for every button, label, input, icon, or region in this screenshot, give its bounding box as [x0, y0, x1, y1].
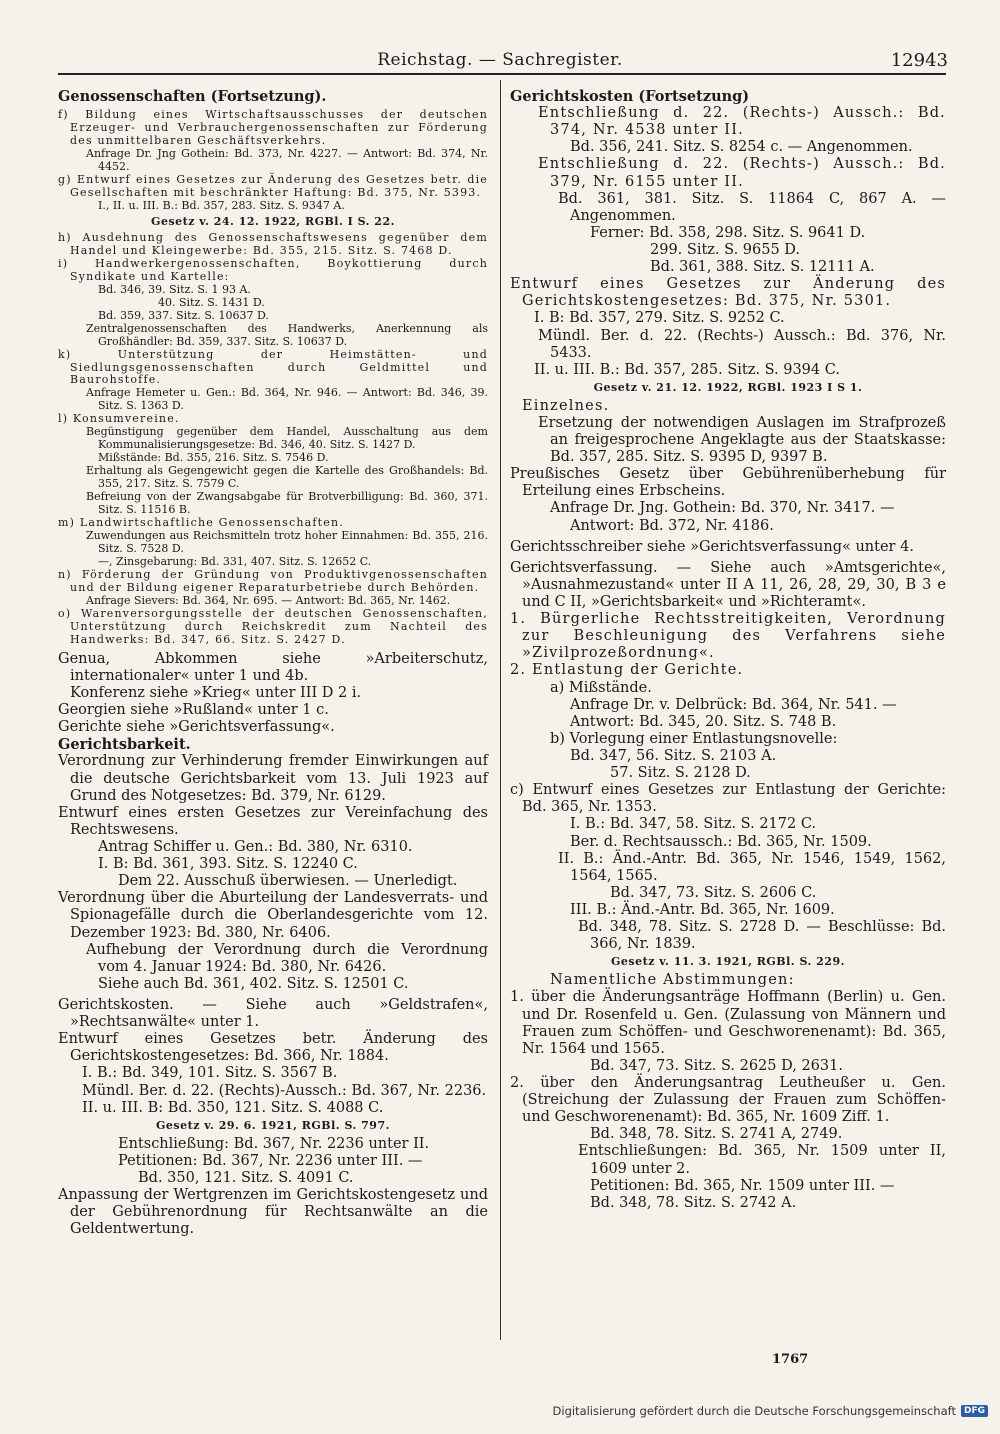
- reference: Antrag Schiffer u. Gen.: Bd. 380, Nr. 6310.: [98, 839, 413, 856]
- running-head: Reichstag. — Sachregister.: [377, 50, 623, 70]
- dfg-logo-text: DFG: [961, 1405, 988, 1417]
- sub-entry: h) Ausdehnung des Genossenschaftswesens gegenüber dem Handel und Kleingewerbe: Bd. 355, 215. Sitz. S. 7468 D.: [58, 230, 488, 257]
- entry-gerichte: Gerichte siehe »Gerichtsverfassung«.: [58, 719, 335, 736]
- reference: Zentralgenossenschaften des Handwerks, Anerkennung als Großhändler: Bd. 359, 337. Sitz. S. 10637 D.: [86, 321, 488, 348]
- reference: Bd. 348, 78. Sitz. S. 2728 D. — Beschlüsse: Bd. 366, Nr. 1839.: [578, 919, 946, 953]
- reference: Begünstigung gegenüber dem Handel, Ausschaltung aus dem Kommunalisierungsgesetze: Bd. 346, 40. Sitz. S. 1427 D.: [86, 425, 488, 452]
- reference: Petitionen: Bd. 365, Nr. 1509 unter III. —: [590, 1177, 895, 1194]
- reference: Siehe auch Bd. 361, 402. Sitz. S. 12501 C.: [98, 975, 409, 992]
- reference: Entschließungen: Bd. 365, Nr. 1509 unter II, 1609 unter 2.: [578, 1143, 946, 1177]
- sub-entry: Anpassung der Wertgrenzen im Gerichtskostengesetz und der Gebührenordnung für Rechtsanwälte an die Geldentwertung.: [58, 1187, 488, 1238]
- reference: I. B.: Bd. 347, 58. Sitz. S. 2172 C.: [570, 816, 817, 833]
- sub-entry: Entwurf eines ersten Gesetzes zur Vereinfachung des Rechtswesens.: [58, 804, 488, 838]
- reference: Zuwendungen aus Reichsmitteln trotz hoher Einnahmen: Bd. 355, 216. Sitz. S. 7528 D.: [86, 529, 488, 556]
- reference: Bd. 350, 121. Sitz. S. 4091 C.: [138, 1169, 354, 1186]
- page-number: 12943: [890, 50, 948, 71]
- sub-heading: Namentliche Abstimmungen:: [550, 972, 795, 989]
- sub-entry: Verordnung über die Aburteilung der Landesverrats- und Spionagefälle durch die Oberlandesgerichte vom 12. Dezember 1923: Bd. 380, Nr. 6406.: [58, 890, 488, 941]
- column-divider: [500, 80, 501, 1340]
- law-reference: Gesetz v. 21. 12. 1922, RGBl. 1923 I S 1.: [593, 380, 863, 394]
- sub-entry: Entwurf eines Gesetzes zur Änderung des Gerichtskostengesetzes: Bd. 375, Nr. 5301.: [510, 276, 946, 310]
- reference: Bd. 347, 73. Sitz. S. 2625 D, 2631.: [590, 1057, 843, 1074]
- left-column: [58, 88, 488, 1238]
- sub-entry: g) Entwurf eines Gesetzes zur Änderung des Gesetzes betr. die Gesellschaften mit beschränkter Haftung: Bd. 375, Nr. 5393.: [58, 172, 488, 199]
- reference: II. u. III. B.: Bd. 357, 285. Sitz. S. 9394 C.: [534, 361, 840, 378]
- entry-gerichtsverfassung: Gerichtsverfassung. — Siehe auch »Amtsgerichte«, »Ausnahmezustand« unter II A 11, 26, 28, 29, 30, B 3 e und C II, »Gerichtsbarkeit« und »Richteramt«.: [510, 559, 946, 611]
- reference: III. B.: Änd.-Antr. Bd. 365, Nr. 1609.: [570, 902, 835, 918]
- sub-entry: Preußisches Gesetz über Gebührenüberhebung für Erteilung eines Erbscheins.: [510, 466, 946, 500]
- reference: I. B: Bd. 357, 279. Sitz. S. 9252 C.: [534, 310, 785, 327]
- reference: Bd. 346, 39. Sitz. S. 1 93 A.: [98, 282, 251, 296]
- sub-entry: m) Landwirtschaftliche Genossenschaften.: [58, 516, 344, 530]
- reference: II. u. III. B: Bd. 350, 121. Sitz. S. 4088 C.: [82, 1099, 384, 1116]
- reference: Konferenz siehe »Krieg« unter III D 2 i.: [70, 685, 362, 702]
- entry-gerichtskosten: Gerichtskosten. — Siehe auch »Geldstrafen«, »Rechtsanwälte« unter 1.: [58, 997, 488, 1031]
- entry-heading: Genossenschaften (Fortsetzung).: [58, 88, 327, 105]
- law-reference: Gesetz v. 24. 12. 1922, RGBl. I S. 22.: [151, 214, 395, 228]
- credit-text: Digitalisierung gefördert durch die Deutsche Forschungsgemeinschaft: [552, 1404, 956, 1418]
- reference: Erhaltung als Gegengewicht gegen die Kartelle des Großhandels: Bd. 355, 217. Sitz. S. 7579 C.: [86, 464, 488, 491]
- header-rule: [58, 73, 946, 75]
- sub-entry: Entschließung d. 22. (Rechts-) Aussch.: Bd. 374, Nr. 4538 unter II.: [538, 105, 946, 139]
- sub-entry: o) Warenversorgungsstelle der deutschen Genossenschaften, Unterstützung durch Reichskredit zum Nachteil des Handwerks: Bd. 347, 66. Sitz. S. 2427 D.: [58, 606, 488, 646]
- sub-entry: 1. Bürgerliche Rechtsstreitigkeiten, Verordnung zur Beschleunigung des Verfahrens siehe »Zivilprozeßordnung«.: [510, 611, 946, 662]
- reference: Mündl. Ber. d. 22. (Rechts)-Aussch.: Bd. 367, Nr. 2236.: [82, 1082, 487, 1099]
- digitization-credit: [553, 1404, 988, 1418]
- reference: I., II. u. III. B.: Bd. 357, 283. Sitz. S. 9347 A.: [98, 198, 345, 212]
- reference: Anfrage Dr. Jng Gothein: Bd. 373, Nr. 4227. — Antwort: Bd. 374, Nr. 4452.: [86, 147, 488, 173]
- reference: Bd. 347, 56. Sitz. S. 2103 A.: [570, 748, 777, 765]
- sub-entry: l) Konsumvereine.: [58, 412, 180, 426]
- sub-entry: f) Bildung eines Wirtschaftsausschusses der deutschen Erzeuger- und Verbrauchergenossenschaften zur Förderung des unmittelbaren Geschäftsverkehrs.: [58, 108, 488, 148]
- entry-georgien: Georgien siehe »Rußland« unter 1 c.: [58, 702, 329, 719]
- reference: Bd. 348, 78. Sitz. S. 2742 A.: [590, 1194, 797, 1211]
- sub-entry: 2. über den Änderungsantrag Leutheußer u. Gen. (Streichung der Zulassung der Frauen zum Schöffen- und Geschworenenamt): Bd. 365, Nr. 1609 Ziff. 1.: [510, 1074, 946, 1126]
- reference: I. B: Bd. 361, 393. Sitz. S. 12240 C.: [98, 856, 358, 873]
- reference: —, Zinsgebarung: Bd. 331, 407. Sitz. S. 12652 C.: [98, 555, 372, 569]
- reference: Antwort: Bd. 372, Nr. 4186.: [570, 517, 774, 534]
- reference: Bd. 347, 73. Sitz. S. 2606 C.: [610, 884, 817, 901]
- reference: 57. Sitz. S. 2128 D.: [610, 765, 751, 782]
- law-reference: Gesetz v. 29. 6. 1921, RGBl. S. 797.: [156, 1118, 390, 1132]
- sub-entry: 1. über die Änderungsanträge Hoffmann (Berlin) u. Gen. und Dr. Rosenfeld u. Gen. (Zulassung von Männern und Frauen zum Schöffen- und Geschworenenamt): Bd. 365, Nr. 1564 und 1565.: [510, 989, 946, 1057]
- law-reference: Gesetz v. 11. 3. 1921, RGBl. S. 229.: [611, 955, 845, 969]
- bottom-page-number: 1767: [772, 1352, 809, 1367]
- reference: Anfrage Hemeter u. Gen.: Bd. 364, Nr. 946. — Antwort: Bd. 346, 39. Sitz. S. 1363 D.: [86, 386, 488, 413]
- reference: Ber. d. Rechtsaussch.: Bd. 365, Nr. 1509.: [570, 833, 872, 850]
- reference: Dem 22. Ausschuß überwiesen. — Unerledigt.: [118, 873, 458, 890]
- reference: Mündl. Ber. d. 22. (Rechts-) Aussch.: Bd. 376, Nr. 5433.: [538, 327, 946, 361]
- sub-entry: Entschließung d. 22. (Rechts-) Aussch.: Bd. 379, Nr. 6155 unter II.: [538, 156, 946, 190]
- reference: II. B.: Änd.-Antr. Bd. 365, Nr. 1546, 1549, 1562, 1564, 1565.: [558, 850, 946, 884]
- sub-entry: k) Unterstützung der Heimstätten- und Siedlungsgenossenschaften durch Geldmittel und Baurohstoffe.: [58, 347, 488, 387]
- reference: Bd. 361, 381. Sitz. S. 11864 C, 867 A. — Angenommen.: [558, 190, 946, 224]
- reference: Bd. 359, 337. Sitz. S. 10637 D.: [98, 308, 269, 322]
- reference: Ersetzung der notwendigen Auslagen im Strafprozeß an freigesprochene Angeklagte aus der Staatskasse: Bd. 357, 285. Sitz. S. 9395 D, 9397 B.: [538, 414, 946, 466]
- entry-gerichtsbarkeit: Gerichtsbarkeit.: [58, 736, 191, 754]
- reference: 299. Sitz. S. 9655 D.: [650, 241, 801, 258]
- right-column: [510, 88, 946, 1212]
- reference: Anfrage Dr. v. Delbrück: Bd. 364, Nr. 541. —: [570, 696, 897, 713]
- reference: Aufhebung der Verordnung durch die Verordnung vom 4. Januar 1924: Bd. 380, Nr. 6426.: [86, 941, 488, 975]
- entry-heading: Gerichtskosten (Fortsetzung): [510, 88, 750, 105]
- reference: Ferner: Bd. 358, 298. Sitz. S. 9641 D.: [590, 224, 866, 241]
- reference: Entschließung: Bd. 367, Nr. 2236 unter II.: [118, 1135, 430, 1152]
- reference: Bd. 348, 78. Sitz. S. 2741 A, 2749.: [590, 1126, 843, 1143]
- reference: Anfrage Dr. Jng. Gothein: Bd. 370, Nr. 3417. —: [550, 500, 895, 517]
- sub-entry: n) Förderung der Gründung von Produktivgenossenschaften und der Bildung eigener Reparaturbetriebe durch Behörden.: [58, 568, 488, 594]
- sub-entry: i) Handwerkergenossenschaften, Boykottierung durch Syndikate und Kartelle:: [58, 256, 488, 283]
- sub-entry: Verordnung zur Verhinderung fremder Einwirkungen auf die deutsche Gerichtsbarkeit vom 13. Juli 1923 auf Grund des Notgesetzes: Bd. 379, Nr. 6129.: [58, 753, 488, 804]
- reference: 40. Sitz. S. 1431 D.: [158, 295, 265, 309]
- reference: Bd. 361, 388. Sitz. S. 12111 A.: [650, 259, 875, 276]
- reference: I. B.: Bd. 349, 101. Sitz. S. 3567 B.: [82, 1065, 338, 1082]
- reference: Mißstände: Bd. 355, 216. Sitz. S. 7546 D.: [98, 451, 329, 465]
- dfg-logo: [961, 1405, 988, 1417]
- sub-entry: 2. Entlastung der Gerichte.: [510, 662, 744, 679]
- sub-entry: a) Mißstände.: [550, 679, 652, 696]
- entry-gerichtsschreiber: Gerichtsschreiber siehe »Gerichtsverfassung« unter 4.: [510, 538, 914, 555]
- sub-heading: Einzelnes.: [522, 397, 610, 414]
- reference: Antwort: Bd. 345, 20. Sitz. S. 748 B.: [570, 713, 837, 730]
- reference: Petitionen: Bd. 367, Nr. 2236 unter III. —: [118, 1152, 423, 1169]
- entry-genua: Genua, Abkommen siehe »Arbeiterschutz, internationaler« unter 1 und 4b.: [58, 650, 488, 684]
- reference: Befreiung von der Zwangsabgabe für Brotverbilligung: Bd. 360, 371. Sitz. S. 11516 B.: [86, 490, 488, 517]
- reference: Anfrage Sievers: Bd. 364, Nr. 695. — Antwort: Bd. 365, Nr. 1462.: [86, 593, 451, 607]
- sub-entry: Entwurf eines Gesetzes betr. Änderung des Gerichtskostengesetzes: Bd. 366, Nr. 1884.: [58, 1031, 488, 1065]
- sub-entry: c) Entwurf eines Gesetzes zur Entlastung der Gerichte: Bd. 365, Nr. 1353.: [510, 782, 946, 816]
- reference: Bd. 356, 241. Sitz. S. 8254 c. — Angenommen.: [570, 139, 913, 156]
- sub-entry: b) Vorlegung einer Entlastungsnovelle:: [550, 730, 838, 747]
